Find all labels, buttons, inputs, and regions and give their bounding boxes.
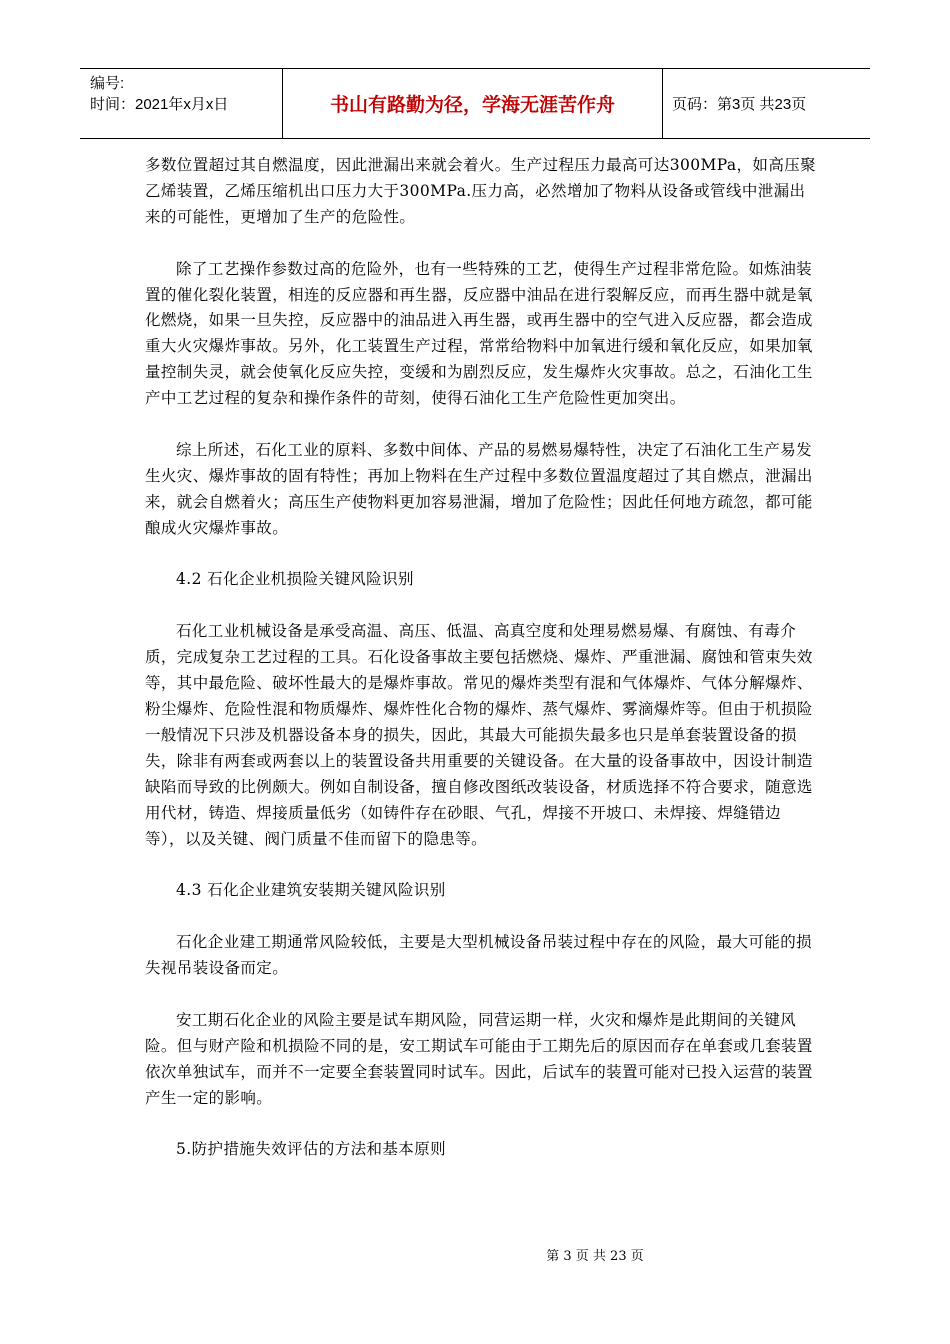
page-header <box>80 68 870 139</box>
document-time: 时间：2021年x月x日 <box>90 96 229 113</box>
section-heading-4-2: 4.2 石化企业机损险关键风险识别 <box>176 570 414 589</box>
page-footer: 第 3 页 共 23 页 <box>546 1249 644 1264</box>
section-heading-5: 5.防护措施失效评估的方法和基本原则 <box>176 1140 446 1159</box>
document-body <box>145 153 817 1189</box>
paragraph: 安工期石化企业的风险主要是试车期风险，同营运期一样，火灾和爆炸是此期间的关键风险。但与财产险和机损险不同的是，安工期试车可能由于工期先后的原因而存在单套或几套装置依次单独试车，而并不一定要全套装置同时试车。因此，后试车的装置可能对已投入运营的装置产生一定的影响。 <box>145 1010 813 1107</box>
header-page-code: 页码：第3页 共23页 <box>672 96 807 113</box>
header-meta <box>80 69 283 138</box>
paragraph: 综上所述，石化工业的原料、多数中间体、产品的易燃易爆特性，决定了石油化工生产易发生火灾、爆炸事故的固有特性；再加上物料在生产过程中多数位置温度超过了其自燃点，泄漏出来，就会自燃着火；高压生产使物料更加容易泄漏，增加了危险性；因此任何地方疏忽，都可能酿成火灾爆炸事故。 <box>145 440 813 537</box>
paragraph: 石化工业机械设备是承受高温、高压、低温、高真空度和处理易燃易爆、有腐蚀、有毒介质，完成复杂工艺过程的工具。石化设备事故主要包括燃烧、爆炸、严重泄漏、腐蚀和管束失效等，其中最危险、破坏性最大的是爆炸事故。常见的爆炸类型有混和气体爆炸、气体分解爆炸、粉尘爆炸、危险性混和物质爆炸、爆炸性化合物的爆炸、蒸气爆炸、雾滴爆炸等。但由于机损险一般情况下只涉及机器设备本身的损失，因此，其最大可能损失最多也只是单套装置设备的损失，除非有两套或两套以上的装置设备共用重要的关键设备。在大量的设备事故中，因设计制造缺陷而导致的比例颇大。例如自制设备，擅自修改图纸改装设备，材质选择不符合要求，随意选用代材，铸造、焊接质量低劣（如铸件存在砂眼、气孔，焊接不开坡口、未焊接、焊缝错边等），以及关键、阀门质量不佳而留下的隐患等。 <box>145 622 813 848</box>
document-number-label: 编号: <box>90 75 125 92</box>
paragraph-continued: 多数位置超过其自燃温度，因此泄漏出来就会着火。生产过程压力最高可达300MPa，如高压聚乙烯装置，乙烯压缩机出口压力大于300MPa.压力高，必然增加了物料从设备或管线中泄漏出来的可能性，更增加了生产的危险性。 <box>145 156 817 226</box>
paragraph: 除了工艺操作参数过高的危险外，也有一些特殊的工艺，使得生产过程非常危险。如炼油装置的催化裂化装置，相连的反应器和再生器，反应器中油品在进行裂解反应，而再生器中就是氧化燃烧，如果一旦失控，反应器中的油品进入再生器，或再生器中的空气进入反应器，都会造成重大火灾爆炸事故。另外，化工装置生产过程，常常给物料中加氧进行缓和氧化反应，如果加氧量控制失灵，就会使氧化反应失控，变缓和为剧烈反应，发生爆炸火灾事故。总之，石油化工生产中工艺过程的复杂和操作条件的苛刻，使得石油化工生产危险性更加突出。 <box>145 259 813 408</box>
section-heading-4-3: 4.3 石化企业建筑安装期关键风险识别 <box>176 881 446 900</box>
paragraph: 石化企业建工期通常风险较低，主要是大型机械设备吊装过程中存在的风险，最大可能的损失视吊装设备而定。 <box>145 933 813 977</box>
header-motto: 书山有路勤为径，学海无涯苦作舟 <box>283 69 663 138</box>
